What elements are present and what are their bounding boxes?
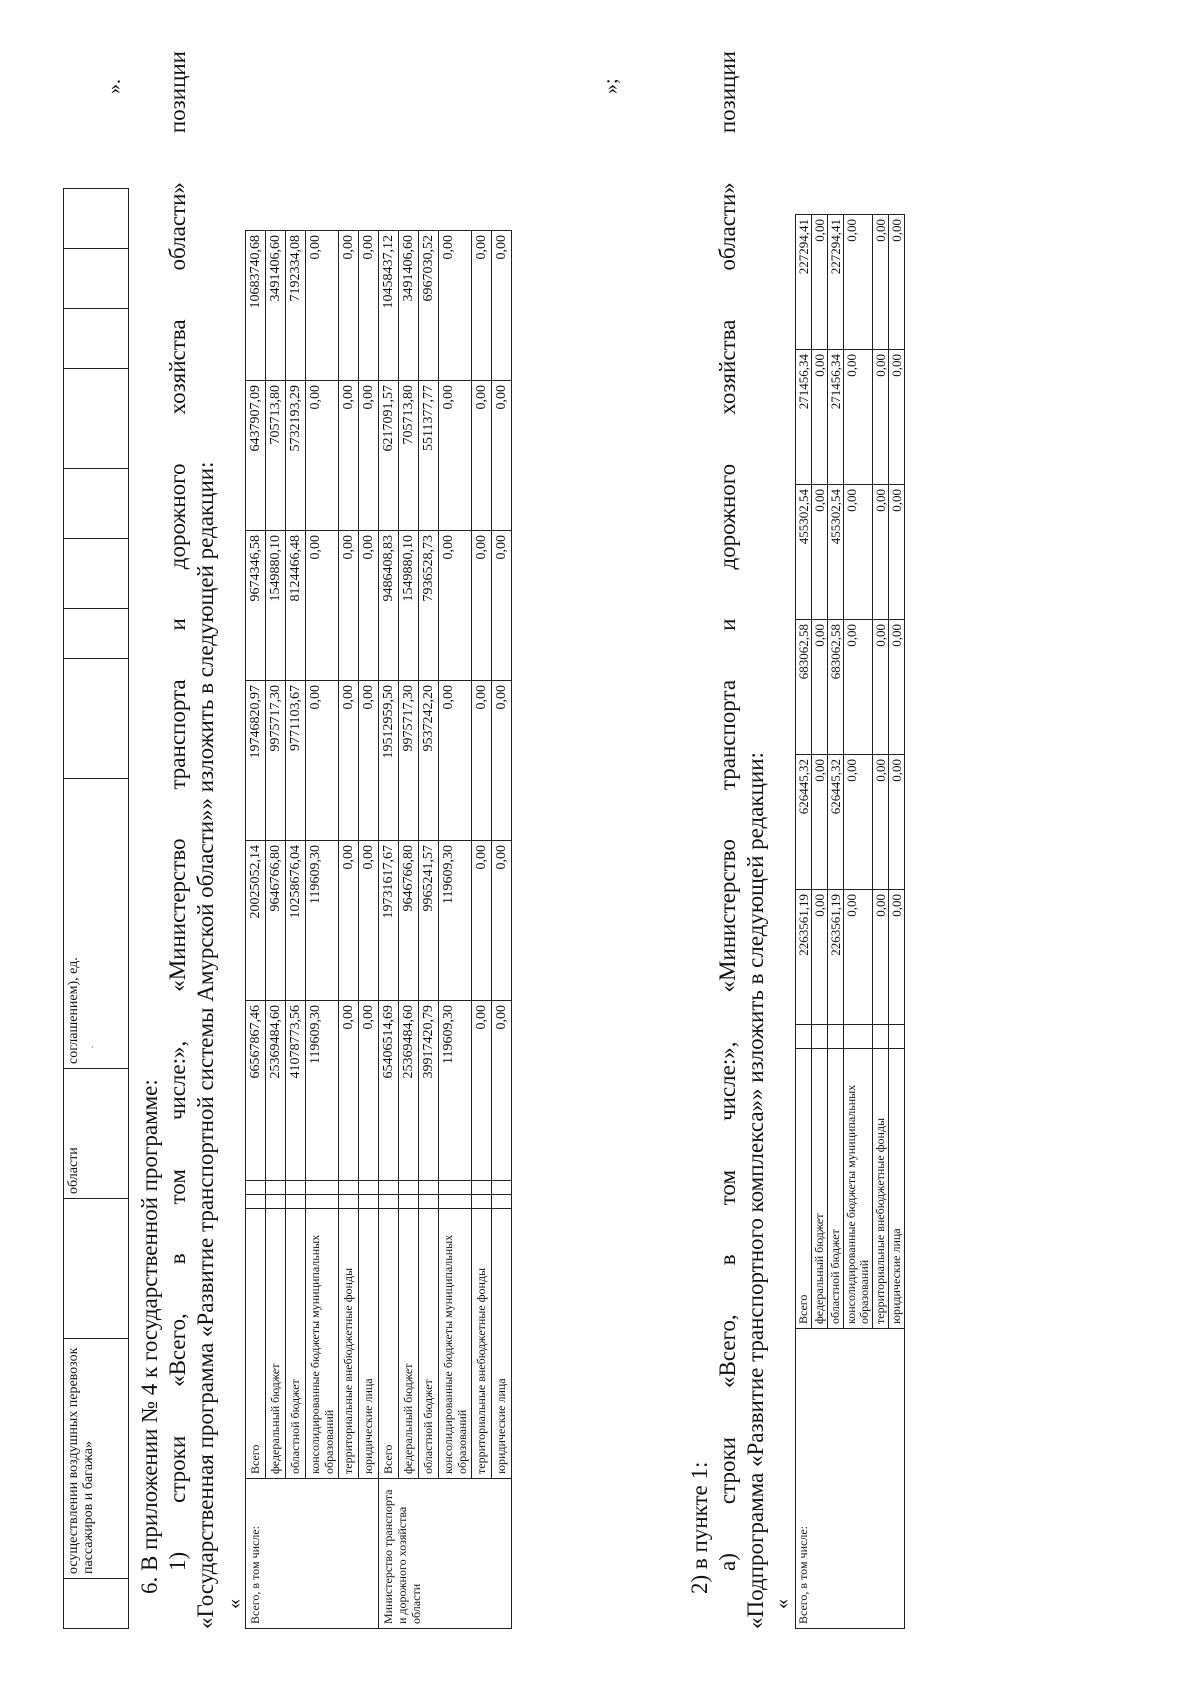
amount-cell: 0,00 xyxy=(889,484,905,619)
amount-cell: 0,00 xyxy=(472,1000,492,1180)
empty-cell xyxy=(339,1194,359,1208)
amount-cell: 119609,30 xyxy=(439,840,472,1000)
amount-cell: 0,00 xyxy=(359,680,379,840)
amount-cell: 0,00 xyxy=(873,889,889,1024)
empty-cell xyxy=(286,1194,306,1208)
top-cell-empty xyxy=(64,468,129,538)
amount-cell: 0,00 xyxy=(472,680,492,840)
row-group-label: Всего, в том числе: xyxy=(246,1478,379,1628)
top-cell-empty xyxy=(64,658,129,778)
table-row xyxy=(472,230,492,1628)
amount-cell: 0,00 xyxy=(844,484,873,619)
amount-cell: 19746820,97 xyxy=(246,680,266,840)
amount-cell: 0,00 xyxy=(812,214,828,349)
empty-cell xyxy=(492,1194,512,1208)
amount-cell: 9975717,30 xyxy=(266,680,286,840)
amount-cell: 0,00 xyxy=(359,530,379,680)
amount-cell: 0,00 xyxy=(844,349,873,484)
amount-cell: 0,00 xyxy=(873,619,889,754)
section2-item-a-text-cont: «Подпрограмма «Развитие транспортного комплекса»» изложить в следующей редакции: xyxy=(743,751,768,1629)
table-row xyxy=(379,230,399,1628)
amount-cell: 227294,41 xyxy=(828,214,844,349)
amount-cell: 0,00 xyxy=(306,230,339,380)
amount-cell: 0,00 xyxy=(306,380,339,530)
amount-cell: 0,00 xyxy=(339,380,359,530)
amount-cell: 9674346,58 xyxy=(246,530,266,680)
amount-cell: 0,00 xyxy=(844,619,873,754)
funding-source-cell: Всего xyxy=(379,1208,399,1478)
funding-source-cell: территориальные внебюджетные фонды xyxy=(339,1208,359,1478)
top-cell-empty xyxy=(64,308,129,368)
top-close-quote: ». xyxy=(103,78,125,94)
amount-cell: 8124466,48 xyxy=(286,530,306,680)
amount-cell: 3491406,60 xyxy=(399,230,419,380)
top-cell-region: области xyxy=(64,1068,129,1198)
amount-cell: 455302,54 xyxy=(796,484,812,619)
amount-cell: 0,00 xyxy=(492,1000,512,1180)
amount-cell: 65406514,69 xyxy=(379,1000,399,1180)
amount-cell: 683062,58 xyxy=(828,619,844,754)
table-row xyxy=(286,230,306,1628)
amount-cell: 0,00 xyxy=(492,530,512,680)
amount-cell: 0,00 xyxy=(844,889,873,1024)
row-group-label: Всего, в том числе: xyxy=(796,1328,905,1628)
empty-cell xyxy=(306,1180,339,1194)
funding-source-cell: территориальные внебюджетные фонды xyxy=(873,1048,889,1328)
amount-cell: 0,00 xyxy=(844,754,873,889)
funding-source-cell: федеральный бюджет xyxy=(812,1048,828,1328)
empty-cell xyxy=(828,1024,844,1048)
amount-cell: 0,00 xyxy=(472,380,492,530)
amount-cell: 25369484,60 xyxy=(266,1000,286,1180)
empty-cell xyxy=(339,1180,359,1194)
amount-cell: 705713,80 xyxy=(266,380,286,530)
amount-cell: 6217091,57 xyxy=(379,380,399,530)
table-row xyxy=(492,230,512,1628)
empty-cell xyxy=(439,1194,472,1208)
amount-cell: 0,00 xyxy=(359,840,379,1000)
empty-cell xyxy=(306,1194,339,1208)
amount-cell: 7936528,73 xyxy=(419,530,439,680)
amount-cell: 0,00 xyxy=(359,380,379,530)
amount-cell: 9771103,67 xyxy=(286,680,306,840)
amount-cell: 0,00 xyxy=(873,349,889,484)
amount-cell: 9646766,80 xyxy=(399,840,419,1000)
empty-cell xyxy=(419,1194,439,1208)
funding-source-cell: областной бюджет xyxy=(828,1048,844,1328)
row-group-label: Министерство транспорта и дорожного хозяйства области xyxy=(379,1478,512,1628)
amount-cell: 626445,32 xyxy=(796,754,812,889)
amount-cell: 119609,30 xyxy=(306,1000,339,1180)
amount-cell: 3491406,60 xyxy=(266,230,286,380)
amount-cell: 9965241,57 xyxy=(419,840,439,1000)
table-row xyxy=(359,230,379,1628)
section6-item1-text: 1) строки «Всего, в том числе:», «Министерство транспорта и дорожного хозяйства области» позиции xyxy=(165,50,190,1571)
empty-cell xyxy=(492,1180,512,1194)
empty-cell xyxy=(399,1194,419,1208)
amount-cell: 1549880,10 xyxy=(399,530,419,680)
empty-cell xyxy=(246,1180,266,1194)
amount-cell: 119609,30 xyxy=(306,840,339,1000)
top-cell-empty xyxy=(64,368,129,468)
empty-cell xyxy=(472,1194,492,1208)
amount-cell: 2263561,19 xyxy=(796,889,812,1024)
amount-cell: 7192334,08 xyxy=(286,230,306,380)
amount-cell: 20025052,14 xyxy=(246,840,266,1000)
funding-source-cell: консолидированные бюджеты муниципальных образований xyxy=(306,1208,339,1478)
amount-cell: 455302,54 xyxy=(828,484,844,619)
empty-cell xyxy=(844,1024,873,1048)
empty-cell xyxy=(266,1194,286,1208)
empty-cell xyxy=(873,1024,889,1048)
financing-table-program xyxy=(245,230,512,1629)
empty-cell xyxy=(439,1180,472,1194)
amount-cell: 0,00 xyxy=(492,680,512,840)
amount-cell: 5511377,77 xyxy=(419,380,439,530)
amount-cell: 10683740,68 xyxy=(246,230,266,380)
amount-cell: 9537242,20 xyxy=(419,680,439,840)
amount-cell: 1549880,10 xyxy=(266,530,286,680)
top-cell-description: осуществлении воздушных перевозок пассажиров и багажа» xyxy=(64,1338,129,1578)
funding-source-cell: территориальные внебюджетные фонды xyxy=(472,1208,492,1478)
funding-source-cell: областной бюджет xyxy=(419,1208,439,1478)
amount-cell: 0,00 xyxy=(812,889,828,1024)
table-row xyxy=(339,230,359,1628)
funding-source-cell: юридические лица xyxy=(492,1208,512,1478)
empty-cell xyxy=(796,1024,812,1048)
amount-cell: 0,00 xyxy=(873,754,889,889)
amount-cell: 39917420,79 xyxy=(419,1000,439,1180)
amount-cell: 9486408,83 xyxy=(379,530,399,680)
amount-cell: 66567867,46 xyxy=(246,1000,266,1180)
amount-cell: 0,00 xyxy=(439,380,472,530)
empty-cell xyxy=(889,1024,905,1048)
amount-cell: 0,00 xyxy=(889,754,905,889)
amount-cell: 0,00 xyxy=(812,484,828,619)
empty-cell xyxy=(379,1180,399,1194)
amount-cell: 0,00 xyxy=(306,530,339,680)
amount-cell: 9975717,30 xyxy=(399,680,419,840)
empty-cell xyxy=(359,1194,379,1208)
empty-cell xyxy=(419,1180,439,1194)
amount-cell: 0,00 xyxy=(339,1000,359,1180)
amount-cell: 0,00 xyxy=(439,680,472,840)
funding-source-cell: юридические лица xyxy=(889,1048,905,1328)
amount-cell: 119609,30 xyxy=(439,1000,472,1180)
top-cell-empty xyxy=(64,608,129,658)
section6-heading: 6. В приложении № 4 к государственной программе: xyxy=(137,1078,162,1594)
funding-source-cell: юридические лица xyxy=(359,1208,379,1478)
amount-cell: 271456,34 xyxy=(796,349,812,484)
amount-cell: 271456,34 xyxy=(828,349,844,484)
empty-cell xyxy=(266,1180,286,1194)
section6-open-quote: « xyxy=(223,1598,245,1609)
amount-cell: 0,00 xyxy=(889,889,905,1024)
empty-cell xyxy=(286,1180,306,1194)
section6-item1-text-cont: «Государственная программа «Развитие транспортной системы Амурской области»» изложить в следующей редакции: xyxy=(193,461,218,1629)
amount-cell: 0,00 xyxy=(306,680,339,840)
amount-cell: 0,00 xyxy=(873,214,889,349)
amount-cell: 626445,32 xyxy=(828,754,844,889)
top-continuation-table xyxy=(63,188,129,1629)
empty-cell xyxy=(246,1194,266,1208)
amount-cell: 227294,41 xyxy=(796,214,812,349)
amount-cell: 0,00 xyxy=(812,619,828,754)
amount-cell: 0,00 xyxy=(472,230,492,380)
top-cell-unit: соглашением), ед. xyxy=(64,778,129,1068)
amount-cell: 0,00 xyxy=(359,1000,379,1180)
amount-cell: 0,00 xyxy=(472,530,492,680)
amount-cell: 705713,80 xyxy=(399,380,419,530)
amount-cell: 0,00 xyxy=(873,484,889,619)
amount-cell: 9646766,80 xyxy=(266,840,286,1000)
amount-cell: 0,00 xyxy=(359,230,379,380)
section2-open-quote: « xyxy=(771,1598,793,1609)
amount-cell: 2263561,19 xyxy=(828,889,844,1024)
amount-cell: 19512959,50 xyxy=(379,680,399,840)
funding-source-cell: федеральный бюджет xyxy=(266,1208,286,1478)
amount-cell: 683062,58 xyxy=(796,619,812,754)
table-row xyxy=(306,230,339,1628)
section6-close-quote: »; xyxy=(600,77,622,94)
amount-cell: 0,00 xyxy=(439,230,472,380)
empty-cell xyxy=(379,1194,399,1208)
amount-cell: 41078773,56 xyxy=(286,1000,306,1180)
section2-item-a-text: а) строки «Всего, в том числе:», «Министерство транспорта и дорожного хозяйства области» позиции xyxy=(715,50,740,1571)
amount-cell: 25369484,60 xyxy=(399,1000,419,1180)
amount-cell: 0,00 xyxy=(889,349,905,484)
amount-cell: 5732193,29 xyxy=(286,380,306,530)
amount-cell: 0,00 xyxy=(492,380,512,530)
empty-cell xyxy=(359,1180,379,1194)
amount-cell: 0,00 xyxy=(339,680,359,840)
amount-cell: 0,00 xyxy=(472,840,492,1000)
amount-cell: 0,00 xyxy=(889,214,905,349)
top-cell-empty xyxy=(64,1578,129,1628)
amount-cell: 6967030,52 xyxy=(419,230,439,380)
amount-cell: 0,00 xyxy=(339,840,359,1000)
section2-heading: 2) в пункте 1: xyxy=(687,1461,712,1594)
funding-source-cell: федеральный бюджет xyxy=(399,1208,419,1478)
funding-source-cell: консолидированные бюджеты муниципальных образований xyxy=(439,1208,472,1478)
table-row xyxy=(796,214,812,1628)
top-cell-empty xyxy=(64,1198,129,1338)
amount-cell: 0,00 xyxy=(339,230,359,380)
table-row xyxy=(419,230,439,1628)
top-cell-empty xyxy=(64,248,129,308)
empty-cell xyxy=(399,1180,419,1194)
table-row xyxy=(399,230,419,1628)
table-row xyxy=(246,230,266,1628)
funding-source-cell: Всего xyxy=(246,1208,266,1478)
funding-source-cell: областной бюджет xyxy=(286,1208,306,1478)
funding-source-cell: консолидированные бюджеты муниципальных образований xyxy=(844,1048,873,1328)
financing-table-subprogram xyxy=(795,214,905,1629)
top-cell-empty xyxy=(64,188,129,248)
amount-cell: 6437907,09 xyxy=(246,380,266,530)
amount-cell: 0,00 xyxy=(339,530,359,680)
document-page xyxy=(55,49,1145,1649)
empty-cell xyxy=(472,1180,492,1194)
amount-cell: 0,00 xyxy=(812,754,828,889)
amount-cell: 0,00 xyxy=(439,530,472,680)
table-row xyxy=(439,230,472,1628)
scan-mark: · xyxy=(85,1044,99,1049)
amount-cell: 0,00 xyxy=(492,840,512,1000)
amount-cell: 0,00 xyxy=(492,230,512,380)
amount-cell: 19731617,67 xyxy=(379,840,399,1000)
amount-cell: 0,00 xyxy=(812,349,828,484)
amount-cell: 10258676,04 xyxy=(286,840,306,1000)
amount-cell: 0,00 xyxy=(844,214,873,349)
table-row xyxy=(266,230,286,1628)
empty-cell xyxy=(812,1024,828,1048)
amount-cell: 0,00 xyxy=(889,619,905,754)
funding-source-cell: Всего xyxy=(796,1048,812,1328)
top-cell-empty xyxy=(64,538,129,608)
amount-cell: 10458437,12 xyxy=(379,230,399,380)
